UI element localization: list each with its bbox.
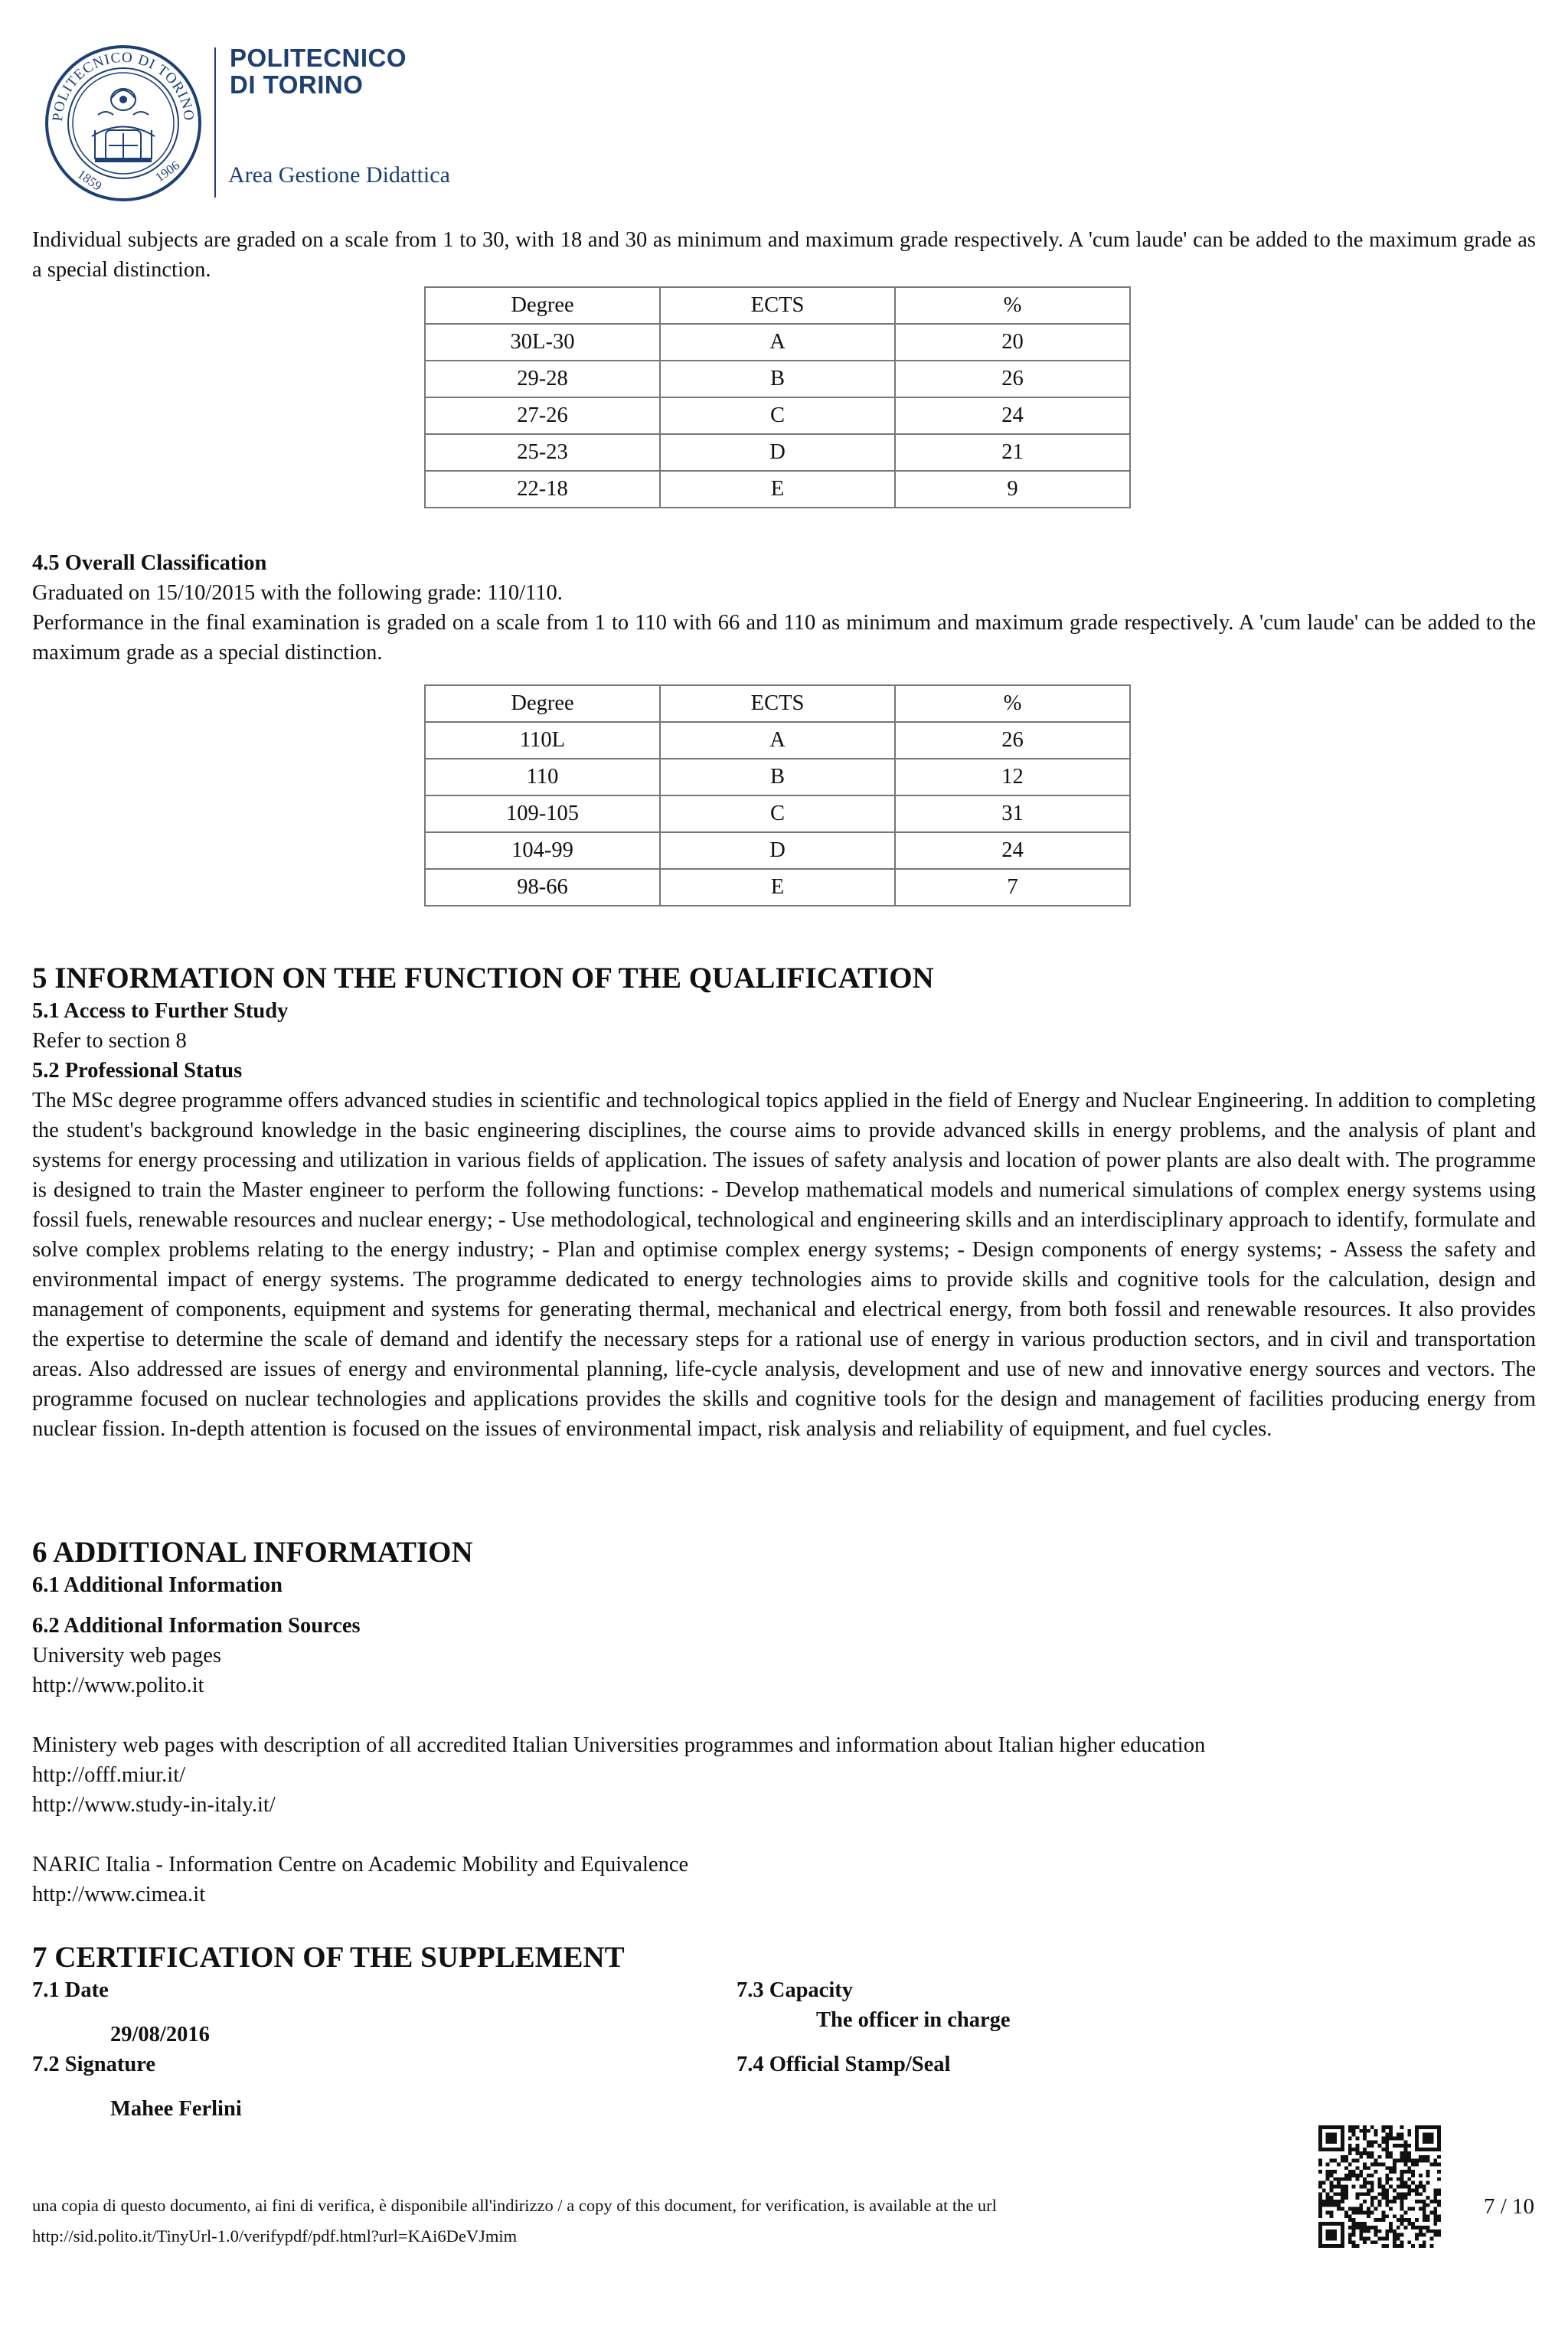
table-row [425,324,1130,361]
table-row [425,795,1130,832]
professional-status-text: The MSc degree programme offers advanced studies in scientific and technological topics applied in the field of Energy and Nuclear Engineering. In addition to completing the student's background knowledge in the basic engineering disciplines, the course aims to provide advanced skills in energy problems, and the analysis of plant and systems for energy processing and utilization in various fields of application. The issues of safety analysis and location of power plants are also dealt with. The programme is designed to train the Master engineer to perform the following functions: - Develop mathematical models and numerical simulations of complex energy systems using fossil fuels, renewable resources and nuclear energy; - Use methodological, technological and engineering skills and an interdisciplinary approach to identify, formulate and solve complex problems relating to the energy industry; - Plan and optimise complex energy systems; - Design components of energy systems; - Assess the safety and environmental impact of energy systems. The programme dedicated to energy technologies aims to provide skills and cognitive tools for the calculation, design and management of components, equipment and systems for generating thermal, mechanical and electrical energy, from both fossil and renewable resources. It also provides the expertise to determine the scale of demand and identify the necessary steps for a rational use of energy in various production sectors, and in civil and transportation areas. Also addressed are issues of energy and environmental planning, life-cycle analysis, development and use of new and innovative energy sources and vectors. The programme focused on nuclear technologies and applications provides the skills and cognitive tools for the design and management of facilities producing energy from nuclear fission. In-depth attention is focused on the issues of environmental impact, risk analysis and reliability of equipment, and fuel cycles. [32,1089,1536,1441]
verification-note: una copia di questo documento, ai fini di verifica, è disponibile all'indirizzo / a copy of this document, for verification, is available at the url [32,2196,997,2215]
seal-year-right: 1906 [152,158,183,185]
university-seal-logo [44,44,202,202]
table-cell: E [660,869,895,906]
table-cell: 30L-30 [425,324,660,361]
subject-grading-table [424,286,1131,508]
table-cell: 7 [895,869,1130,906]
access-further-study-heading: 5.1 Access to Further Study [32,999,289,1023]
table-header-row [425,685,1130,722]
grading-intro: Individual subjects are graded on a scale from 1 to 30, with 18 and 30 as minimum and maximum grade respectively. A 'cum laude' can be added to the maximum grade as a special distinction. [32,228,1536,282]
date-value: 29/08/2016 [110,2023,210,2046]
capacity-heading: 7.3 Capacity [737,1978,853,2002]
table-cell: 22-18 [425,471,660,508]
university-url[interactable]: http://www.polito.it [32,1674,204,1697]
access-further-study-text: Refer to section 8 [32,1029,187,1053]
table-cell: 110 [425,759,660,795]
table-header-cell: ECTS [660,685,895,722]
table-cell: 12 [895,759,1130,795]
table-cell: 27-26 [425,397,660,434]
header-divider [214,47,216,198]
svg-text:POLITECNICO DI TORINO [50,50,197,122]
signature-heading: 7.2 Signature [32,2053,155,2076]
final-grading-table [424,684,1131,906]
date-heading: 7.1 Date [32,1978,109,2002]
table-row [425,722,1130,759]
ministry-url-2[interactable]: http://www.study-in-italy.it/ [32,1793,276,1817]
table-row [425,361,1130,397]
table-cell: 31 [895,795,1130,832]
table-header-cell: Degree [425,685,660,722]
overall-classification-heading: 4.5 Overall Classification [32,551,267,575]
table-row [425,434,1130,471]
additional-sources-heading: 6.2 Additional Information Sources [32,1614,361,1638]
table-header-cell: Degree [425,287,660,324]
naric-url[interactable]: http://www.cimea.it [32,1883,206,1906]
table-cell: 29-28 [425,361,660,397]
table-cell: C [660,397,895,434]
table-cell: 24 [895,832,1130,869]
table-cell: 26 [895,361,1130,397]
table-cell: 21 [895,434,1130,471]
section-6-heading: 6 ADDITIONAL INFORMATION [32,1536,473,1569]
table-cell: 20 [895,324,1130,361]
seal-arc-text: POLITECNICO DI TORINO [49,49,198,122]
table-cell: D [660,434,895,471]
table-header-row [425,287,1130,324]
table-header-cell: % [895,287,1130,324]
university-pages-label: University web pages [32,1644,221,1668]
table-cell: 98-66 [425,869,660,906]
table-row [425,471,1130,508]
table-cell: 24 [895,397,1130,434]
qr-code[interactable] [1318,2125,1441,2248]
graduation-statement: Graduated on 15/10/2015 with the following grade: 110/110. [32,581,563,605]
naric-label: NARIC Italia - Information Centre on Academic Mobility and Equivalence [32,1853,689,1877]
signature-value: Mahee Ferlini [110,2097,242,2121]
additional-info-heading: 6.1 Additional Information [32,1573,283,1597]
ministry-pages-label: Ministery web pages with description of all accredited Italian Universities programmes and information about Italian higher education [32,1733,1206,1757]
table-row [425,759,1130,795]
brand-line-2: DI TORINO [230,70,364,99]
stamp-heading: 7.4 Official Stamp/Seal [737,2053,951,2076]
table-cell: B [660,361,895,397]
table-cell: 109-105 [425,795,660,832]
table-header-cell: % [895,685,1130,722]
performance-description: Performance in the final examination is graded on a scale from 1 to 110 with 66 and 110 as minimum and maximum grade respectively. A 'cum laude' can be added to the maximum grade as a special distinction. [32,611,1536,665]
capacity-value: The officer in charge [816,2008,1011,2032]
table-cell: D [660,832,895,869]
table-cell: 25-23 [425,434,660,471]
department-name: Area Gestione Didattica [228,162,450,188]
table-cell: A [660,722,895,759]
table-row [425,397,1130,434]
table-cell: B [660,759,895,795]
table-cell: 26 [895,722,1130,759]
brand-name [230,44,407,98]
verification-url[interactable]: http://sid.polito.it/TinyUrl-1.0/verifypdf/pdf.html?url=KAi6DeVJmim [32,2226,518,2246]
brand-line-1: POLITECNICO [230,44,407,72]
table-cell: 110L [425,722,660,759]
page-number: 7 / 10 [1484,2194,1535,2219]
professional-status-heading: 5.2 Professional Status [32,1059,243,1083]
table-cell: C [660,795,895,832]
section-5-heading: 5 INFORMATION ON THE FUNCTION OF THE QUALIFICATION [32,962,934,995]
table-cell: 104-99 [425,832,660,869]
section-7-heading: 7 CERTIFICATION OF THE SUPPLEMENT [32,1941,625,1974]
table-cell: 9 [895,471,1130,508]
table-row [425,869,1130,906]
table-row [425,832,1130,869]
table-header-cell: ECTS [660,287,895,324]
seal-year-left: 1859 [74,166,105,194]
table-cell: E [660,471,895,508]
ministry-url-1[interactable]: http://offf.miur.it/ [32,1763,186,1787]
table-cell: A [660,324,895,361]
